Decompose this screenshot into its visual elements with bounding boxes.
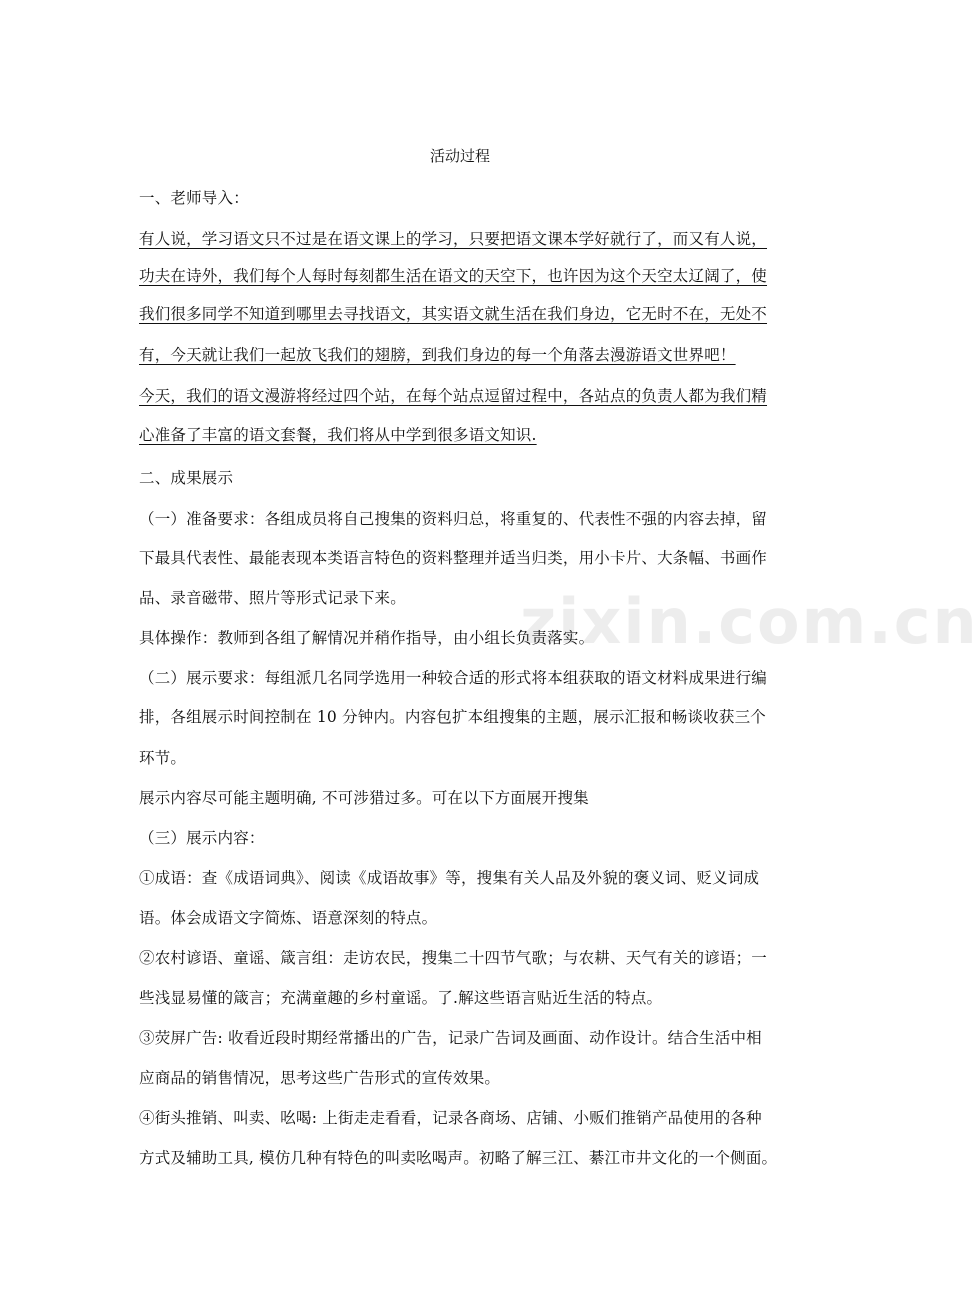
paragraph-line: 应商品的销售情况，思考这些广告形式的宣传效果。 bbox=[139, 1069, 501, 1087]
page-title: 活动过程 bbox=[429, 147, 490, 165]
paragraph-line: 有人说，学习语文只不过是在语文课上的学习，只要把语文课本学好就行了，而又有人说， bbox=[139, 230, 768, 248]
paragraph-line: 具体操作：教师到各组了解情况并稍作指导，由小组长负责落实。 bbox=[139, 629, 595, 647]
paragraph-line: 展示内容尽可能主题明确, 不可涉猎过多。可在以下方面展开搜集 bbox=[139, 789, 589, 807]
paragraph-line: 今天，我们的语文漫游将经过四个站，在每个站点逗留过程中，各站点的负责人都为我们精 bbox=[139, 387, 768, 405]
paragraph-line: 心准备了丰富的语文套餐，我们将从中学到很多语文知识. bbox=[139, 426, 537, 444]
paragraph-line: （一）准备要求：各组成员将自己搜集的资料归总，将重复的、代表性不强的内容去掉，留 bbox=[139, 510, 768, 528]
paragraph-line: 语。体会成语文字简炼、语意深刻的特点。 bbox=[139, 909, 438, 927]
paragraph-line: ②农村谚语、童谣、箴言组：走访农民，搜集二十四节气歌；与农耕、天气有关的谚语；一 bbox=[139, 949, 768, 967]
paragraph-line: （三）展示内容： bbox=[139, 829, 265, 847]
paragraph-line: 品、录音磁带、照片等形式记录下来。 bbox=[139, 589, 406, 607]
paragraph-line: 我们很多同学不知道到哪里去寻找语文，其实语文就生活在我们身边，它无时不在，无处不 bbox=[139, 305, 768, 323]
paragraph-line: ④街头推销、叫卖、吆喝: 上街走走看看，记录各商场、店铺、小贩们推销产品使用的各种 bbox=[139, 1109, 762, 1127]
paragraph-line: 方式及辅助工具, 模仿几种有特色的叫卖吆喝声。初略了解三江、綦江市井文化的一个侧面。 bbox=[139, 1149, 778, 1167]
paragraph-line: 下最具代表性、最能表现本类语言特色的资料整理并适当归类，用小卡片、大条幅、书画作 bbox=[139, 549, 768, 567]
paragraph-line: 排，各组展示时间控制在 10 分钟内。内容包扩本组搜集的主题，展示汇报和畅谈收获三个 bbox=[139, 708, 766, 726]
paragraph-line: 有，今天就让我们一起放飞我们的翅膀，到我们身边的每一个角落去漫游语文世界吧！ bbox=[139, 346, 736, 364]
paragraph-line: ①成语：查《成语词典》、阅读《成语故事》等，搜集有关人品及外貌的褒义词、贬义词成 bbox=[139, 869, 760, 887]
section-heading-results: 二、成果展示 bbox=[139, 469, 234, 487]
watermark: zixin.com.cn bbox=[520, 585, 979, 658]
paragraph-line: 功夫在诗外，我们每个人每时每刻都生活在语文的天空下，也许因为这个天空太辽阔了，使 bbox=[139, 267, 768, 285]
paragraph-line: ③荧屏广告: 收看近段时期经常播出的广告，记录广告词及画面、动作设计。结合生活中相 bbox=[139, 1029, 762, 1047]
paragraph-line: 环节。 bbox=[139, 749, 187, 767]
paragraph-line: （二）展示要求：每组派几名同学选用一种较合适的形式将本组获取的语文材料成果进行编 bbox=[139, 669, 768, 687]
paragraph-line: 些浅显易懂的箴言；充满童趣的乡村童谣。了.解这些语言贴近生活的特点。 bbox=[139, 989, 663, 1007]
section-heading-teacher-intro: 一、老师导入： bbox=[139, 189, 249, 207]
